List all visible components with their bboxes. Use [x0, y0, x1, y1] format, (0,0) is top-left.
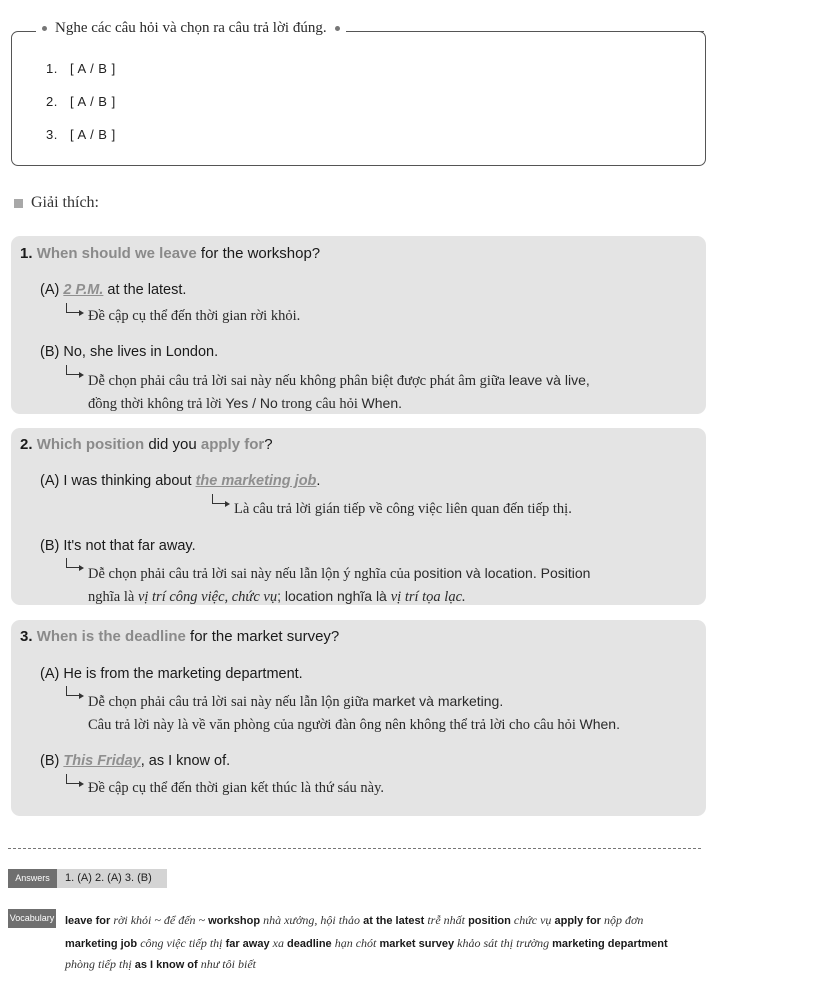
dashed-divider — [8, 848, 701, 849]
vocab-meaning: nhà xưởng, hội thảo — [263, 913, 361, 927]
answers-tag: Answers — [8, 869, 57, 888]
vocab-meaning: nộp đơn — [604, 913, 644, 927]
answer-text: . — [316, 473, 321, 489]
note-keywords: leave và live, — [508, 372, 590, 388]
answer-label: (A) — [40, 282, 64, 298]
answer-b-note: Đề cập cụ thể đến thời gian kết thúc là thứ sáu này. — [88, 780, 385, 796]
explanation-panel-1 — [11, 236, 706, 414]
vocab-term: as I know of — [134, 959, 198, 971]
answer-b-note — [88, 562, 590, 608]
vocab-term: apply for — [554, 915, 601, 927]
vocab-term: marketing job — [65, 938, 138, 950]
answer-a — [40, 282, 186, 298]
answer-options: [ A / B ] — [70, 61, 116, 76]
vocab-meaning: như tôi biết — [200, 957, 256, 971]
question-number: 2. — [20, 436, 33, 453]
answer-text: , as I know of. — [140, 753, 231, 769]
note-text: nghĩa là — [88, 589, 138, 605]
answer-options: [ A / B ] — [70, 94, 116, 109]
practice-question-1[interactable] — [46, 61, 116, 76]
answer-b: (B) It's not that far away. — [40, 538, 196, 554]
question-text: ? — [264, 436, 273, 453]
note-text: Dễ chọn phải câu trả lời sai này nếu không phân biệt được phát âm giữa — [88, 373, 509, 389]
square-bullet-icon — [14, 199, 23, 208]
practice-title-text: Nghe các câu hỏi và chọn ra câu trả lời đúng. — [55, 20, 327, 36]
vocab-term: workshop — [208, 915, 261, 927]
arrow-icon — [66, 365, 79, 375]
note-italic: vị trí công việc, chức vụ — [137, 589, 278, 605]
question-keyword: When is the deadline — [36, 628, 186, 645]
vocab-meaning: xa — [272, 936, 284, 950]
practice-title — [36, 20, 346, 37]
question-keyword: Which position — [36, 436, 145, 453]
bullet-dot-icon — [42, 26, 47, 31]
note-text: Dễ chọn phải câu trả lời sai này nếu lẫn lộn ý nghĩa của — [88, 566, 414, 582]
answer-options: [ A / B ] — [70, 127, 116, 142]
vocab-term: at the latest — [363, 915, 425, 927]
arrow-icon — [66, 558, 79, 568]
answer-b: (B) No, she lives in London. — [40, 344, 219, 360]
answer-text: at the latest. — [103, 282, 187, 298]
note-keywords: When. — [579, 716, 620, 732]
note-text: Dễ chọn phải câu trả lời sai này nếu lẫn lộn giữa — [88, 694, 373, 710]
explanation-panel-3 — [11, 620, 706, 816]
question-text: did you — [144, 436, 201, 453]
practice-question-2[interactable] — [46, 94, 116, 109]
explanation-heading — [14, 194, 99, 212]
vocab-meaning: khảo sát thị trường — [457, 936, 550, 950]
arrow-icon — [212, 494, 225, 504]
question-1-heading — [20, 245, 320, 262]
answer-keyword: the marketing job — [195, 473, 317, 489]
vocabulary-line-2 — [65, 932, 668, 955]
question-keyword: apply for — [200, 436, 265, 453]
vocab-term: far away — [225, 938, 270, 950]
answer-label: (B) — [40, 753, 64, 769]
answer-b-note — [88, 369, 590, 415]
question-keyword: When should we leave — [36, 245, 197, 262]
note-italic: vị trí tọa lạc. — [390, 589, 466, 605]
note-text: đồng thời không trả lời — [88, 396, 226, 412]
answer-a-note: Đề cập cụ thể đến thời gian rời khỏi. — [88, 308, 301, 324]
bullet-dot-icon — [335, 26, 340, 31]
question-number: 3. — [46, 127, 58, 142]
arrow-icon — [66, 303, 79, 313]
explanation-panel-2 — [11, 428, 706, 605]
note-text: Câu trả lời này là về văn phòng của người đàn ông nên không thể trả lời cho câu hỏi — [88, 717, 580, 733]
question-2-heading — [20, 436, 273, 453]
question-number: 2. — [46, 94, 58, 109]
answer-b — [40, 753, 230, 769]
question-number: 3. — [20, 628, 33, 645]
answer-keyword: This Friday — [63, 753, 141, 769]
vocab-term: leave for — [65, 915, 111, 927]
vocab-term: position — [468, 915, 511, 927]
explanation-heading-text: Giải thích: — [31, 194, 99, 211]
vocab-meaning: công việc tiếp thị — [140, 936, 223, 950]
vocab-term: deadline — [287, 938, 332, 950]
arrow-icon — [66, 686, 79, 696]
vocab-meaning: chức vụ — [513, 913, 552, 927]
question-number: 1. — [20, 245, 33, 262]
vocabulary-tag: Vocabulary — [8, 909, 56, 928]
question-3-heading — [20, 628, 339, 645]
answer-keyword: 2 P.M. — [63, 282, 104, 298]
note-keywords: position và location. Position — [413, 565, 591, 581]
answer-text: (A) I was thinking about — [40, 473, 196, 489]
vocab-term: market survey — [379, 938, 455, 950]
vocab-meaning: phòng tiếp thị — [65, 957, 132, 971]
answer-a-note — [88, 690, 620, 736]
note-keywords: market và marketing. — [372, 693, 504, 709]
question-text: for the market survey? — [185, 628, 340, 645]
question-text: for the workshop? — [196, 245, 321, 262]
answers-value: 1. (A) 2. (A) 3. (B) — [57, 869, 167, 888]
note-keywords: Yes / No — [225, 395, 278, 411]
note-keywords: When. — [361, 395, 403, 411]
vocabulary-line-3 — [65, 953, 256, 976]
vocab-meaning: trễ nhất — [427, 913, 465, 927]
vocab-term: marketing department — [552, 938, 668, 950]
title-rule — [371, 31, 704, 32]
vocab-meaning: rời khỏi ~ để đến ~ — [113, 913, 206, 927]
answer-a: (A) He is from the marketing department. — [40, 666, 303, 682]
vocab-meaning: hạn chót — [334, 936, 377, 950]
vocabulary-line-1 — [65, 909, 643, 932]
note-keywords: ; location nghĩa là — [277, 588, 391, 604]
question-number: 1. — [46, 61, 58, 76]
answer-a-note: Là câu trả lời gián tiếp về công việc liên quan đến tiếp thị. — [234, 501, 572, 517]
practice-question-3[interactable] — [46, 127, 116, 142]
note-text: trong câu hỏi — [277, 396, 362, 412]
answer-a — [40, 473, 320, 489]
arrow-icon — [66, 774, 79, 784]
